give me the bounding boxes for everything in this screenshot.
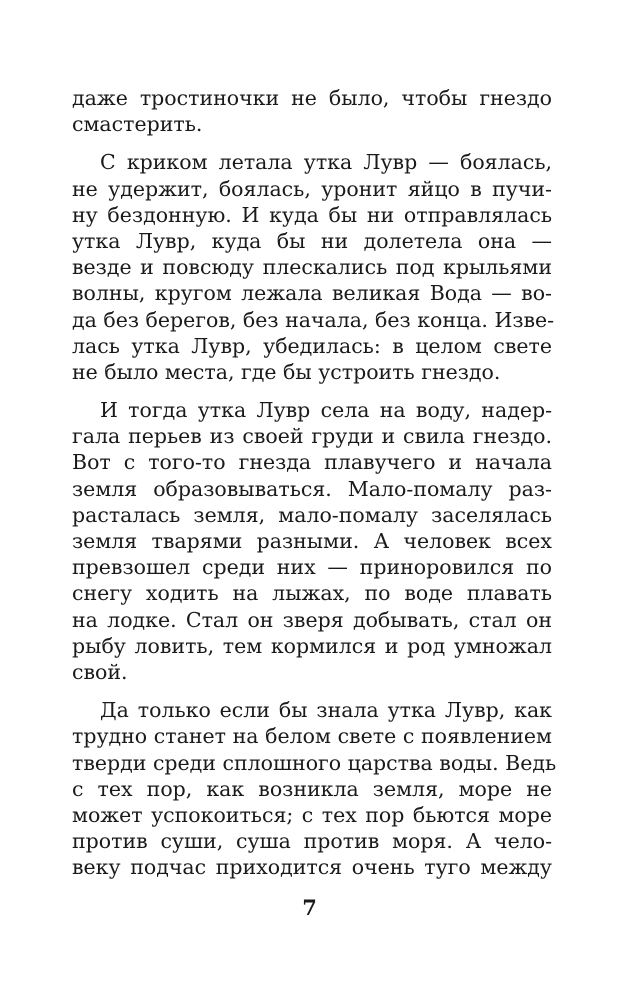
text-line: везде и повсюду плескались под крыльями xyxy=(72,255,552,280)
paragraph xyxy=(72,697,557,880)
text-line: волны, кругом лежала великая Вода — во- xyxy=(72,281,552,306)
text-line: не удержит, боялась, уронит яйцо в пучи- xyxy=(72,176,552,201)
text-line: земля тварями разными. А человек всех xyxy=(72,529,552,553)
text-line: лась утка Лувр, убедилась: в целом свете xyxy=(72,333,552,358)
text-line: смастерить. xyxy=(72,112,203,137)
text-line: против суши, суша против моря. А чело- xyxy=(72,829,552,854)
text-line: да без берегов, без начала, без конца. Изве- xyxy=(72,307,555,332)
text-line: Вот с того-то гнезда плавучего и начала xyxy=(72,450,552,475)
text-line: расталась земля, мало-помалу заселялась xyxy=(72,502,552,527)
page-number: 7 xyxy=(302,895,317,920)
text-line: веку подчас приходится очень туго между xyxy=(72,855,552,880)
text-line: не было места, где бы устроить гнездо. xyxy=(72,359,501,384)
text-line: Да только если бы знала утка Лувр, как xyxy=(100,698,552,723)
text-line: ну бездонную. И куда бы ни отправлялась xyxy=(72,202,552,227)
text-line: на лодке. Стал он зверя добывать, стал он xyxy=(72,607,552,632)
text-line: даже тростиночки не было, чтобы гнездо xyxy=(72,86,552,110)
paragraph xyxy=(72,85,552,137)
text-line: трудно станет на белом свете с появлением xyxy=(72,724,552,749)
page-body xyxy=(72,85,557,880)
text-line: тверди среди сплошного царства воды. Ведь xyxy=(72,750,557,775)
paragraph xyxy=(72,149,555,385)
text-line: утка Лувр, куда бы ни долетела она — xyxy=(72,228,552,253)
text-line: И тогда утка Лувр села на воду, надер- xyxy=(100,398,552,423)
text-line: превзошел среди них — приноровился по xyxy=(72,555,552,580)
text-line: рыбу ловить, тем кормился и род умножал xyxy=(72,633,552,658)
text-line: с тех пор, как возникла земля, море не xyxy=(72,776,552,801)
text-line: гала перьев из своей груди и свила гнездо. xyxy=(72,424,552,449)
text-line: снегу ходить на лыжах, по воде плавать xyxy=(72,581,552,606)
text-line: земля образовываться. Мало-помалу раз- xyxy=(72,476,552,501)
paragraph xyxy=(72,397,552,685)
text-line: С криком летала утка Лувр — боялась, xyxy=(100,150,552,175)
text-line: свой. xyxy=(72,659,128,684)
text-line: может успокоиться; с тех пор бьются море xyxy=(72,802,552,827)
